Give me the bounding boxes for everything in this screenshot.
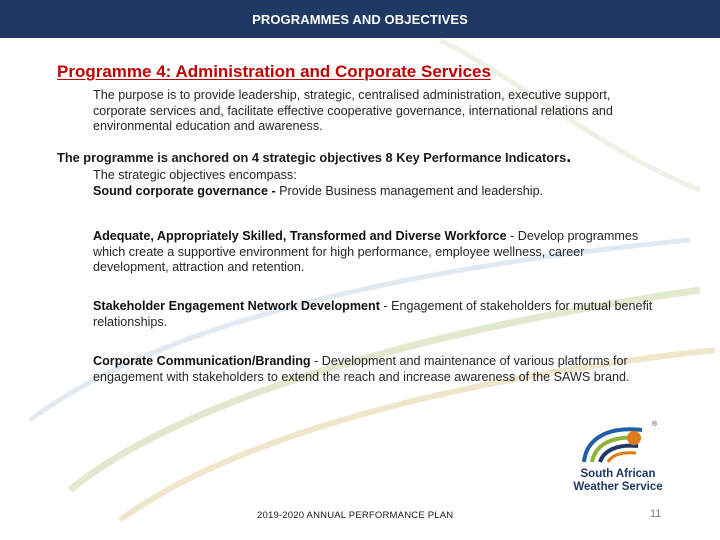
objective-name: Adequate, Appropriately Skilled, Transformed and Diverse Workforce: [93, 229, 507, 243]
objective-description: - Development and maintenance of various platforms for engagement with stakeholders to extend the reach and increase awareness of the SAWS brand.: [93, 354, 630, 384]
saws-logo-swoosh-icon: [562, 418, 674, 468]
objective-item: [93, 354, 663, 385]
logo-text-line1: South African: [580, 468, 656, 480]
logo-text-line2: Weather Service: [573, 481, 663, 493]
objective-description: Provide Business management and leadership.: [275, 184, 544, 198]
objective-description: - Develop programmes which create a supportive environment for high performance, employee wellness, career development, attraction and retention.: [93, 229, 639, 274]
anchor-text: The programme is anchored on 4 strategic objectives 8 Key Performance Indicators: [57, 150, 567, 165]
anchor-period: .: [566, 146, 572, 166]
footer-plan-label: 2019-2020 ANNUAL PERFORMANCE PLAN: [257, 510, 454, 521]
objective-name: Corporate Communication/Branding: [93, 354, 311, 368]
page-number: 11: [650, 508, 662, 520]
encompass-intro: The strategic objectives encompass:: [93, 168, 297, 182]
header-title: PROGRAMMES AND OBJECTIVES: [252, 11, 468, 27]
saws-logo: [562, 418, 674, 496]
anchor-statement: [57, 146, 571, 167]
objective-item: [93, 184, 663, 200]
purpose-paragraph: The purpose is to provide leadership, strategic, centralised administration, executive support, corporate services and, facilitate effective cooperative governance, international relations and environmental education and awareness.: [93, 88, 613, 133]
objective-name: Stakeholder Engagement Network Development: [93, 299, 380, 313]
registered-mark: ®: [652, 421, 658, 428]
programme-title: Programme 4: Administration and Corporate Services: [57, 62, 491, 81]
objective-description: - Engagement of stakeholders for mutual benefit relationships.: [93, 299, 653, 329]
objective-name: Sound corporate governance -: [93, 184, 276, 198]
objective-item: [93, 299, 663, 330]
objective-item: [93, 229, 663, 276]
